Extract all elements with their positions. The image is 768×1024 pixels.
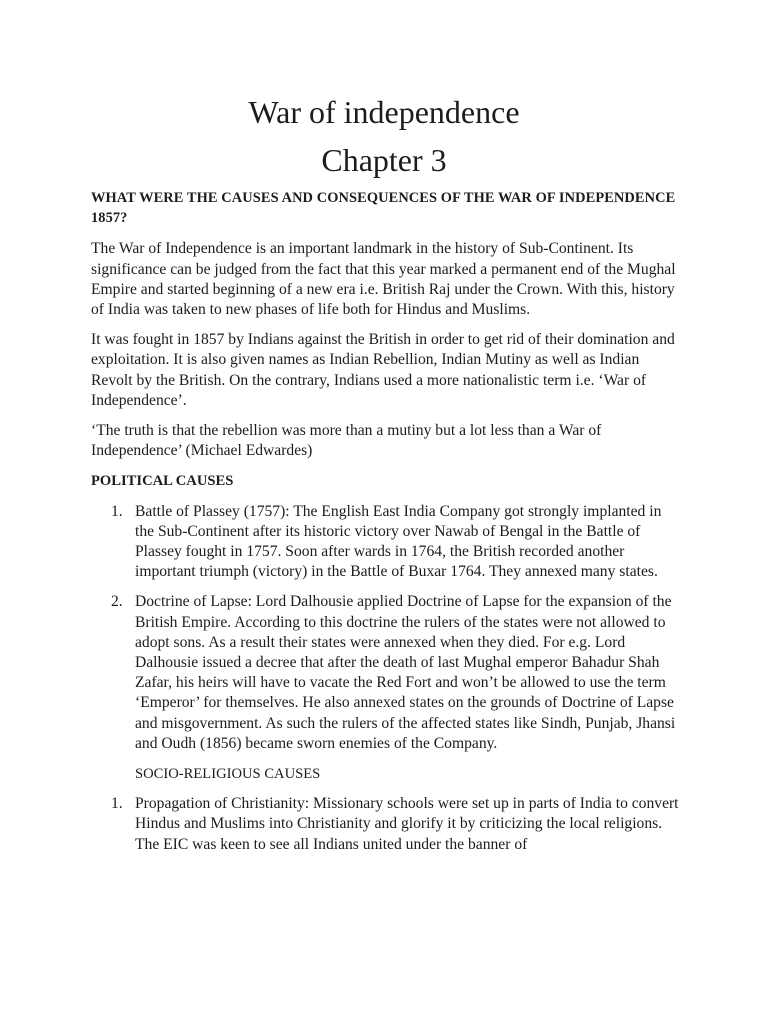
political-causes-list (91, 502, 681, 754)
list-item-number: 1. (111, 795, 123, 813)
socio-religious-causes-heading: SOCIO-RELIGIOUS CAUSES (135, 766, 321, 783)
list-item-text: Battle of Plassey (1757): The English East India Company got strongly implanted in the Sub-Continent after its historic victory over Nawab of Bengal in the Battle of Plassey fought in 1757. Soon after wards in 1764, the British recorded another important triumph (victory) in the Battle of Buxar 1764. They annexed many states. (135, 502, 662, 581)
chapter-heading: Chapter 3 (321, 142, 447, 178)
list-item (91, 592, 681, 754)
paragraph: The War of Independence is an important landmark in the history of Sub-Continent. Its significance can be judged from the fact that this year marked a permanent end of the Mughal Empire and started beginning of a new era i.e. British Raj under the Crown. With this, history of India was taken to new phases of life both for Hindus and Muslims. (91, 240, 676, 319)
paragraph: It was fought in 1857 by Indians against the British in order to get rid of their domination and exploitation. It is also given names as Indian Rebellion, Indian Mutiny as well as Indian Revolt by the British. On the contrary, Indians used a more nationalistic term i.e. ‘War of Independence’. (91, 331, 675, 409)
list-item-text: Propagation of Christianity: Missionary schools were set up in parts of India to convert Hindus and Muslims into Christianity and glorify it by criticizing the local religions. The EIC was keen to see all Indians united under the banner of (135, 795, 679, 853)
political-causes-heading: POLITICAL CAUSES (91, 473, 234, 490)
list-item (91, 794, 681, 855)
list-item-number: 1. (111, 502, 123, 520)
list-item (91, 502, 681, 583)
list-item-number: 2. (111, 593, 123, 611)
list-item-text: Doctrine of Lapse: Lord Dalhousie applied Doctrine of Lapse for the expansion of the British Empire. According to this doctrine the rulers of the states were not allowed to adopt sons. As a result their states were annexed when they died. For e.g. Lord Dalhousie issued a decree that after the death of last Mughal emperor Bahadur Shah Zafar, his heirs will have to vacate the Red Fort and won’t be allowed to use the term ‘Emperor’ for themselves. He also annexed states on the grounds of Doctrine of Lapse and misgovernment. As such the rulers of the affected states like Sindh, Punjab, Jhansi and Oudh (1856) became sworn enemies of the Company. (135, 593, 676, 752)
document-body (91, 188, 681, 865)
question-heading: WHAT WERE THE CAUSES AND CONSEQUENCES OF THE WAR OF INDEPENDENCE 1857? (91, 190, 676, 227)
socio-religious-causes-list (91, 794, 681, 855)
quote-paragraph: ‘The truth is that the rebellion was more than a mutiny but a lot less than a War of Independence’ (Michael Edwardes) (91, 422, 602, 460)
document-title: War of independence (248, 94, 520, 130)
